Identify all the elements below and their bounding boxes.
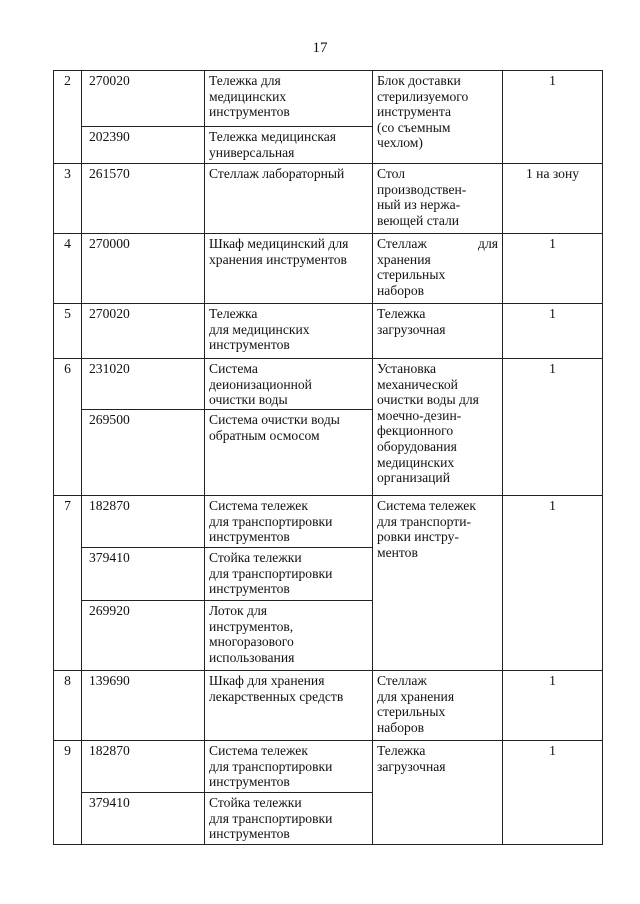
row-number: 3 (54, 164, 82, 234)
equipment-name: Стойка тележки для транспортировки инструментов (205, 548, 373, 601)
quantity: 1 (503, 671, 603, 741)
equipment-code: 379410 (82, 793, 205, 845)
equipment-code: 270020 (82, 304, 205, 359)
equipment-code: 202390 (82, 127, 205, 164)
quantity: 1 (503, 741, 603, 845)
equipment-code: 269920 (82, 601, 205, 671)
row-number: 8 (54, 671, 82, 741)
equipment-code: 270000 (82, 234, 205, 304)
equipment-group: Тележка загрузочная (373, 304, 503, 359)
equipment-name: Система деионизационной очистки воды (205, 359, 373, 410)
quantity: 1 (503, 234, 603, 304)
table-row (54, 741, 603, 793)
equipment-name: Стойка тележки для транспортировки инструментов (205, 793, 373, 845)
quantity: 1 (503, 496, 603, 671)
equipment-code: 379410 (82, 548, 205, 601)
row-number: 4 (54, 234, 82, 304)
equipment-group: Установка механической очистки воды для моечно-дезин- фекционного оборудования медицинских организаций (373, 359, 503, 496)
table-row (54, 496, 603, 548)
equipment-name: Шкаф медицинский для хранения инструментов (205, 234, 373, 304)
equipment-code: 182870 (82, 741, 205, 793)
row-number: 5 (54, 304, 82, 359)
equipment-name: Система тележек для транспортировки инструментов (205, 741, 373, 793)
page-number: 17 (312, 40, 328, 56)
quantity: 1 (503, 359, 603, 496)
table-row (54, 164, 603, 234)
table-row (54, 71, 603, 127)
equipment-group: Стеллаж для хранения стерильных наборов (373, 671, 503, 741)
equipment-name: Лоток для инструментов, многоразового использования (205, 601, 373, 671)
equipment-name: Тележка медицинская универсальная (205, 127, 373, 164)
equipment-name: Стеллаж лабораторный (205, 164, 373, 234)
equipment-name: Тележка для медицинских инструментов (205, 304, 373, 359)
quantity: 1 (503, 304, 603, 359)
equipment-group: Стеллаж для хранения стерильных наборов (373, 234, 503, 304)
quantity: 1 на зону (503, 164, 603, 234)
row-number: 2 (54, 71, 82, 164)
equipment-group: Блок доставки стерилизуемого инструмента (со съемным чехлом) (373, 71, 503, 164)
equipment-table (53, 70, 603, 845)
equipment-name: Система тележек для транспортировки инструментов (205, 496, 373, 548)
equipment-code: 269500 (82, 410, 205, 496)
equipment-code: 270020 (82, 71, 205, 127)
equipment-name: Тележка для медицинских инструментов (205, 71, 373, 127)
equipment-code: 182870 (82, 496, 205, 548)
row-number: 9 (54, 741, 82, 845)
equipment-name: Система очистки воды обратным осмосом (205, 410, 373, 496)
table-row (54, 671, 603, 741)
quantity: 1 (503, 71, 603, 164)
equipment-name: Шкаф для хранения лекарственных средств (205, 671, 373, 741)
table-row (54, 359, 603, 410)
row-number: 7 (54, 496, 82, 671)
equipment-group: Тележка загрузочная (373, 741, 503, 845)
table-row (54, 304, 603, 359)
equipment-code: 261570 (82, 164, 205, 234)
equipment-code: 139690 (82, 671, 205, 741)
equipment-code: 231020 (82, 359, 205, 410)
equipment-group: Система тележек для транспорти- ровки инстру- ментов (373, 496, 503, 671)
table-row (54, 234, 603, 304)
row-number: 6 (54, 359, 82, 496)
equipment-group: Стол производствен- ный из нержа- веющей стали (373, 164, 503, 234)
